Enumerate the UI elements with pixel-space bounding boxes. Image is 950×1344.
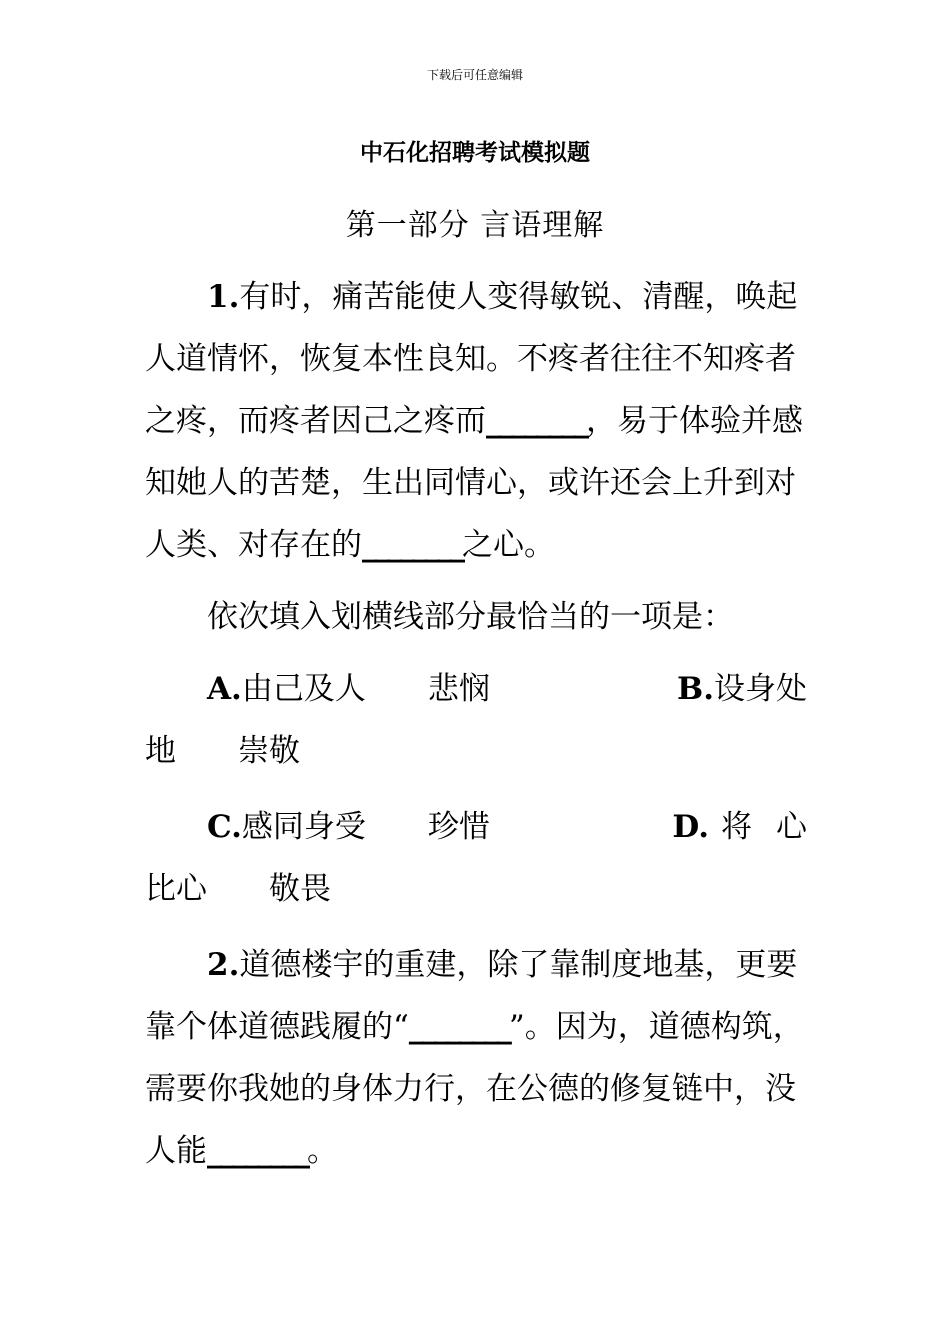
question-2 <box>145 934 807 1182</box>
document-title: 中石化招聘考试模拟题 <box>360 140 590 166</box>
options-row-cd <box>145 796 807 920</box>
question-2-quote-close: ” <box>508 1009 525 1045</box>
question-1-number: 1. <box>207 279 240 315</box>
option-b: B.设身处 <box>677 671 807 707</box>
option-c: C.感同身受 珍惜 <box>207 809 490 845</box>
question-2-blank-2: ________ <box>207 1133 307 1169</box>
option-b-continued: 地 崇敬 <box>145 733 300 769</box>
question-2-text-b: 。因为，道德构筑，需要你我她的身体力行，在公德的修复链中，没人能 <box>145 1009 804 1169</box>
question-1-text-c: 之心。 <box>462 527 555 563</box>
header-note: 下载后可任意编辑 <box>426 68 523 82</box>
question-1-blank-2: ________ <box>362 527 462 563</box>
question-2-number: 2. <box>207 947 240 983</box>
question-2-blank-1: ________ <box>408 1009 509 1045</box>
question-1-text-b: ，易于体验并感知她人的苦楚，生出同情心，或许还会上升到对人类、对存在的 <box>145 403 803 563</box>
option-d: D. 将 心 <box>672 809 807 845</box>
option-a: A.由己及人 悲悯 <box>207 671 490 707</box>
question-1-prompt: 依次填入划横线部分最恰当的一项是： <box>207 599 734 635</box>
question-1-blank-1: ________ <box>486 403 586 439</box>
question-2-quote-open: “ <box>393 1009 409 1045</box>
document-body <box>145 266 807 1182</box>
question-1-text-a: 有时，痛苦能使人变得敏锐、清醒，唤起人道情怀，恢复本性良知。不疼者往往不知疼者之疼，而疼者因己之疼而 <box>145 279 798 439</box>
option-d-continued: 比心 敬畏 <box>145 871 331 907</box>
question-2-text-c: 。 <box>307 1133 338 1169</box>
options-row-ab <box>145 658 807 782</box>
question-2-text-a: 道德楼宇的重建，除了靠制度地基，更要靠个体道德践履的 <box>145 947 798 1045</box>
section-title: 第一部分 言语理解 <box>345 208 605 243</box>
question-1 <box>145 266 807 576</box>
